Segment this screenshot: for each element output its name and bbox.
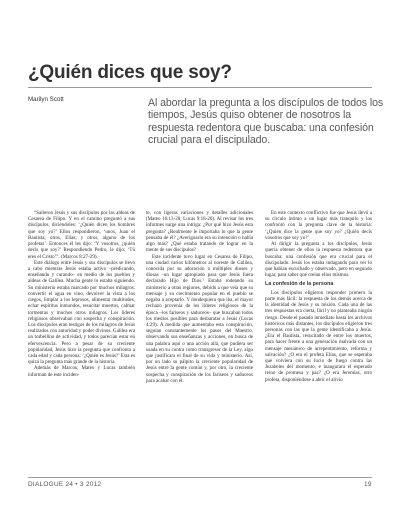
text-column-1: [28, 210, 135, 378]
paragraph: Este incidente tuvo lugar en Cesarea de Filipo, una ciudad varios kilómetros al noreste de Galilea, conocida por su adoración a múltiples dioses y diosas –un lugar apropiado para que Jesús fuera declarado Hijo de Dios.¹ Estaba rodeando su ministerio a otras regiones, debido a que veía que su mensaje y su crecimiento popular en el pueblo se negaba a aceptarlo. Y dondequiera que iba, el mayor rechazo provenía de los líderes religiosos de la época –los fariseos y saduceos– que buscaban todos los medios posibles para desbaratar a Jesús (Lucas 4:29). A medida que aumentaba esta conspiración, seguían constantemente los pasos del Maestro, observando sus enseñanzas y acciones, en busca de una palabra aquí o una acción allá, que pudiera ser usada en su contra como transgresor de la Ley, algo que justificara el final de su vida y ministerio. Así, por un lado su pálpito la creciente popularidad de Jesús entre la gente común y, por otro, la creciente sospecha y conspiración de los fariseos y saduceos para acabar con él.: [146, 253, 253, 384]
paragraph: Los discípulos eligieron responder primero la parte más fácil: la respuesta de los demás acerca de la identidad de Jesús y su misión. Cada una de las tres respuestas era cierta, fácil y no planteaba ningún riesgo. Desde el pasado inmediato hasta los archivos históricos más distantes, los discípulos eligieron tres personas con las que la gente identificaba a Jesús. ¿Era el Bautista, resucitado de entre los muertos, para hacer frente a una generación malvada con un mensaje mesiánico de arrepentimiento, reforma y salvación? ¿O era el profeta Elías, que se esperaba que volviera con su lucio de fuego contra las Jezabeles del momento, e inaugurara el esperado reino de promesa y paz? ¿O era Jeremías, otro profeta, disponiéndose a abrir el alivio: [265, 289, 372, 383]
page-number: 19: [364, 481, 372, 488]
title-divider: [28, 87, 372, 88]
footer-journal: DIALOGUE 24 • 3: [28, 481, 84, 488]
footer-divider: [28, 477, 372, 478]
footer-year: 2012: [86, 481, 102, 488]
paragraph: En este contexto conflictivo fue que Jesús llevó a su círculo íntimo a un lugar más tranquilo y los confrontó con la pregunta clave de la historia: ‘¿Quién dice la gente que soy yo? ¿Quién decís vosotros que soy yo?’: [265, 210, 372, 241]
paragraph: te, con ligeras variaciones y detalles adicionales (Mateo 16:13-20; Lucas 9:18-20). Al revisar los tres informes surge una intriga: ¿Por qué hizo Jesús esta pregunta? ¿Realmente le importaba lo que la gente pensaba de él? ¿Averiguarlo era su intención o había algo más? ¿Qué estaba tratando de lograr en la mente de sus discípulos?: [146, 210, 253, 254]
text-column-3: [265, 210, 372, 383]
paragraph: Además de Marcos, Mateo y Lucas también informan de este inciden-: [28, 365, 135, 378]
lead-paragraph: Al abordar la pregunta a los discípulos de todos los tiempos, Jesús quiso obtener de nosotros la respuesta redentora que buscaba: una confesión crucial para el discipulado.: [148, 97, 384, 146]
paragraph: “Salieron Jesús y sus discípulos por las aldeas de Cesarea de Filipo. Y en el camino preguntó a sus discípulos, diciéndoles: ‘¿Quién dicen los hombres que soy yo?’ Ellos respondieron, ‘unos, Juan el Bautista; otros, Elías; y otros, alguno de los profetas’. Entonces él les dijo: ‘Y vosotros, ¿quién decís que soy?’ Respondiendo Pedro, le dijo: ‘Tú eres el Cristo’”. (Marcos 8:27-29).: [28, 210, 135, 260]
article-title: ¿Quién dices que soy?: [28, 62, 232, 83]
section-heading: La confesión de la persona: [265, 281, 334, 288]
paragraph: Este diálogo entre Jesús y sus discípulos se llevó a cabo mientras Jesús estaba activo –predicando, enseñando y curando– en medio de los pueblos y aldeas de Galilea. Mucha gente lo estaba siguiendo. Su ministerio estaba marcado por muchos milagros: convertir el agua en vino, devolver la vista a los ciegos, limpiar a los leprosos, alimentar multitudes, echar espíritus inmundos, resucitar muertos, calmar tormentas y muchos otros milagros. Los líderes religiosos observaban con sospecha y conspiración. Los discípulos eran testigos de los milagros de Jesús realizados con autoridad y poder divinos. Galilea era un torbellino de actividad, y todos parecían estar en efervescencia. Pero a pesar de su creciente popularidad, Jesús hizo la pregunta que confronta a cada edad y cada persona: ‘¿Quién es Jesús?’ Esta es quizá la pregunta más grande de la historia.: [28, 259, 135, 366]
text-column-2: [146, 210, 253, 384]
paragraph: Al dirigir la pregunta a los discípulos, Jesús quería obtener de ellos la respuesta redentora que buscaba: una confesión que era crucial para el discipulado. Jesús los estaba indagando para ver lo que habían escuchado y observado, pero en segundo lugar, para saber qué creían ellos mismos.: [265, 241, 372, 279]
author-name: Marilyn Scott: [28, 96, 64, 103]
